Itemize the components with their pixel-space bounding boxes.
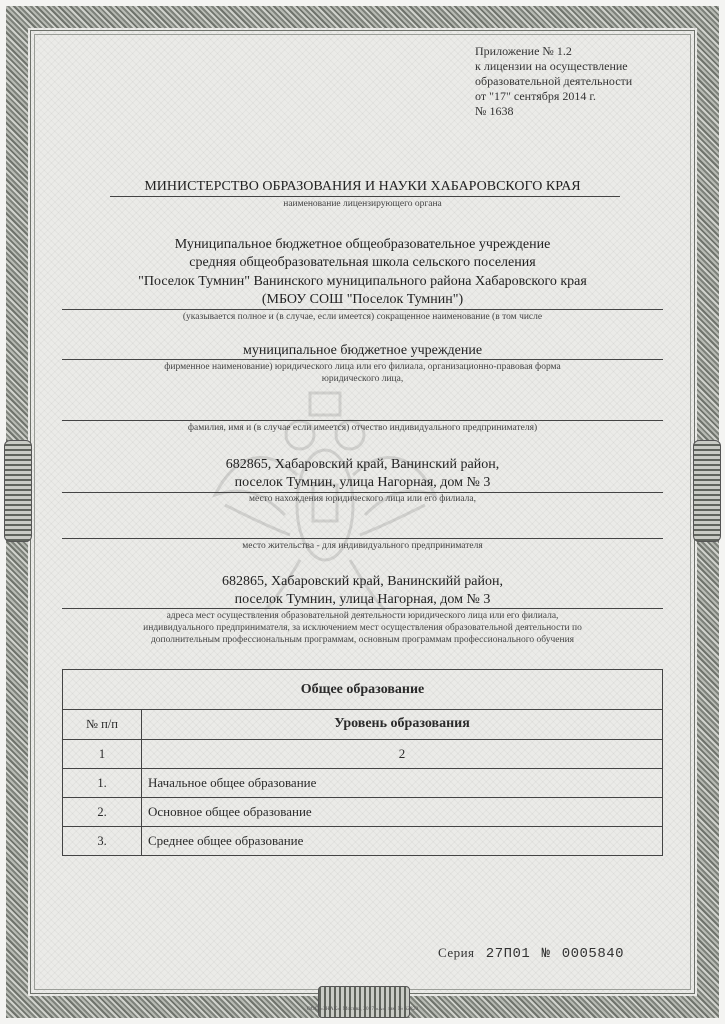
- number-sign: №: [541, 946, 551, 962]
- bottom-ornament: [318, 986, 410, 1018]
- series-label: Серия: [438, 945, 475, 960]
- column-number-1: 1: [63, 740, 142, 768]
- annex-line: от "17" сентября 2014 г.: [475, 89, 596, 103]
- entrepreneur-caption: фамилия, имя и (в случае если имеется) отчество индивидуального предпринимателя): [187, 423, 538, 433]
- rule: [62, 608, 663, 609]
- rule: [62, 538, 663, 539]
- printer-imprint: ООО «ЗНАК», Москва, 2017 «А», зак. № 62820: [306, 1006, 419, 1012]
- annex-line: к лицензии на осуществление: [475, 59, 628, 73]
- activity-address-line: 682865, Хабаровский край, Ванинскийй район,: [222, 574, 503, 589]
- activity-caption: дополнительным профессиональным программам, основным программам профессионального обучения: [150, 635, 575, 645]
- org-short-name: (МБОУ СОШ "Поселок Тумнин"): [261, 292, 464, 307]
- legal-form-caption: юридического лица,: [321, 374, 404, 384]
- education-levels-table: [62, 669, 663, 856]
- left-ornament: [4, 440, 32, 542]
- activity-caption: индивидуального предпринимателя, за исключением мест осуществления образовательной деятельности по: [143, 623, 582, 633]
- row-level: Среднее общее образование: [148, 833, 304, 848]
- licensing-authority-caption: наименование лицензирующего органа: [283, 199, 442, 209]
- annex-reference: [475, 44, 665, 119]
- org-name-line: средняя общеобразовательная школа сельского поселения: [189, 255, 536, 270]
- form-number: 0005840: [561, 946, 625, 962]
- legal-form-caption: фирменное наименование) юридического лица или его филиала, организационно-правовая форма: [164, 362, 561, 372]
- org-name-line: "Поселок Тумнин" Ванинского муниципального района Хабаровского края: [138, 274, 587, 289]
- rule: [110, 196, 620, 197]
- form-series-number: [438, 945, 624, 962]
- table-title: Общее образование: [63, 670, 662, 710]
- licensing-authority: МИНИСТЕРСТВО ОБРАЗОВАНИЯ И НАУКИ ХАБАРОВСКОГО КРАЯ: [144, 179, 581, 194]
- table-header-row: [63, 710, 662, 740]
- annex-line: образовательной деятельности: [475, 74, 633, 88]
- table-row: [63, 769, 662, 798]
- location-caption: место нахождения юридического лица или его филиала,: [248, 494, 476, 504]
- rule: [62, 309, 663, 310]
- column-header-number: № п/п: [63, 710, 142, 739]
- row-level: Начальное общее образование: [148, 775, 317, 790]
- org-name-line: Муниципальное бюджетное общеобразовательное учреждение: [174, 237, 551, 252]
- rule: [62, 359, 663, 360]
- annex-line: № 1638: [475, 104, 514, 118]
- rule: [62, 492, 663, 493]
- annex-line: Приложение № 1.2: [475, 44, 572, 58]
- row-number: 1.: [63, 769, 142, 797]
- rule: [62, 420, 663, 421]
- right-ornament: [693, 440, 721, 542]
- legal-form: муниципальное бюджетное учреждение: [242, 343, 483, 358]
- table-column-numbers-row: [63, 740, 662, 769]
- row-level: Основное общее образование: [148, 804, 312, 819]
- table-row: [63, 827, 662, 855]
- activity-caption: адреса мест осуществления образовательной деятельности юридического лица или его филиала,: [166, 611, 559, 621]
- activity-address-line: поселок Тумнин, улица Нагорная, дом № 3: [234, 592, 491, 607]
- column-header-level: Уровень образования: [334, 716, 470, 731]
- row-number: 3.: [63, 827, 142, 855]
- column-number-2: 2: [398, 746, 406, 761]
- series-code: 27П01: [485, 946, 531, 962]
- org-name-caption: (указывается полное и (в случае, если имеется) сокращенное наименование (в том числе: [182, 312, 543, 322]
- residence-caption: место жительства - для индивидуального предпринимателя: [242, 541, 483, 551]
- row-number: 2.: [63, 798, 142, 826]
- location-line: 682865, Хабаровский край, Ванинский район,: [225, 457, 500, 472]
- location-line: поселок Тумнин, улица Нагорная, дом № 3: [234, 475, 491, 490]
- table-row: [63, 798, 662, 827]
